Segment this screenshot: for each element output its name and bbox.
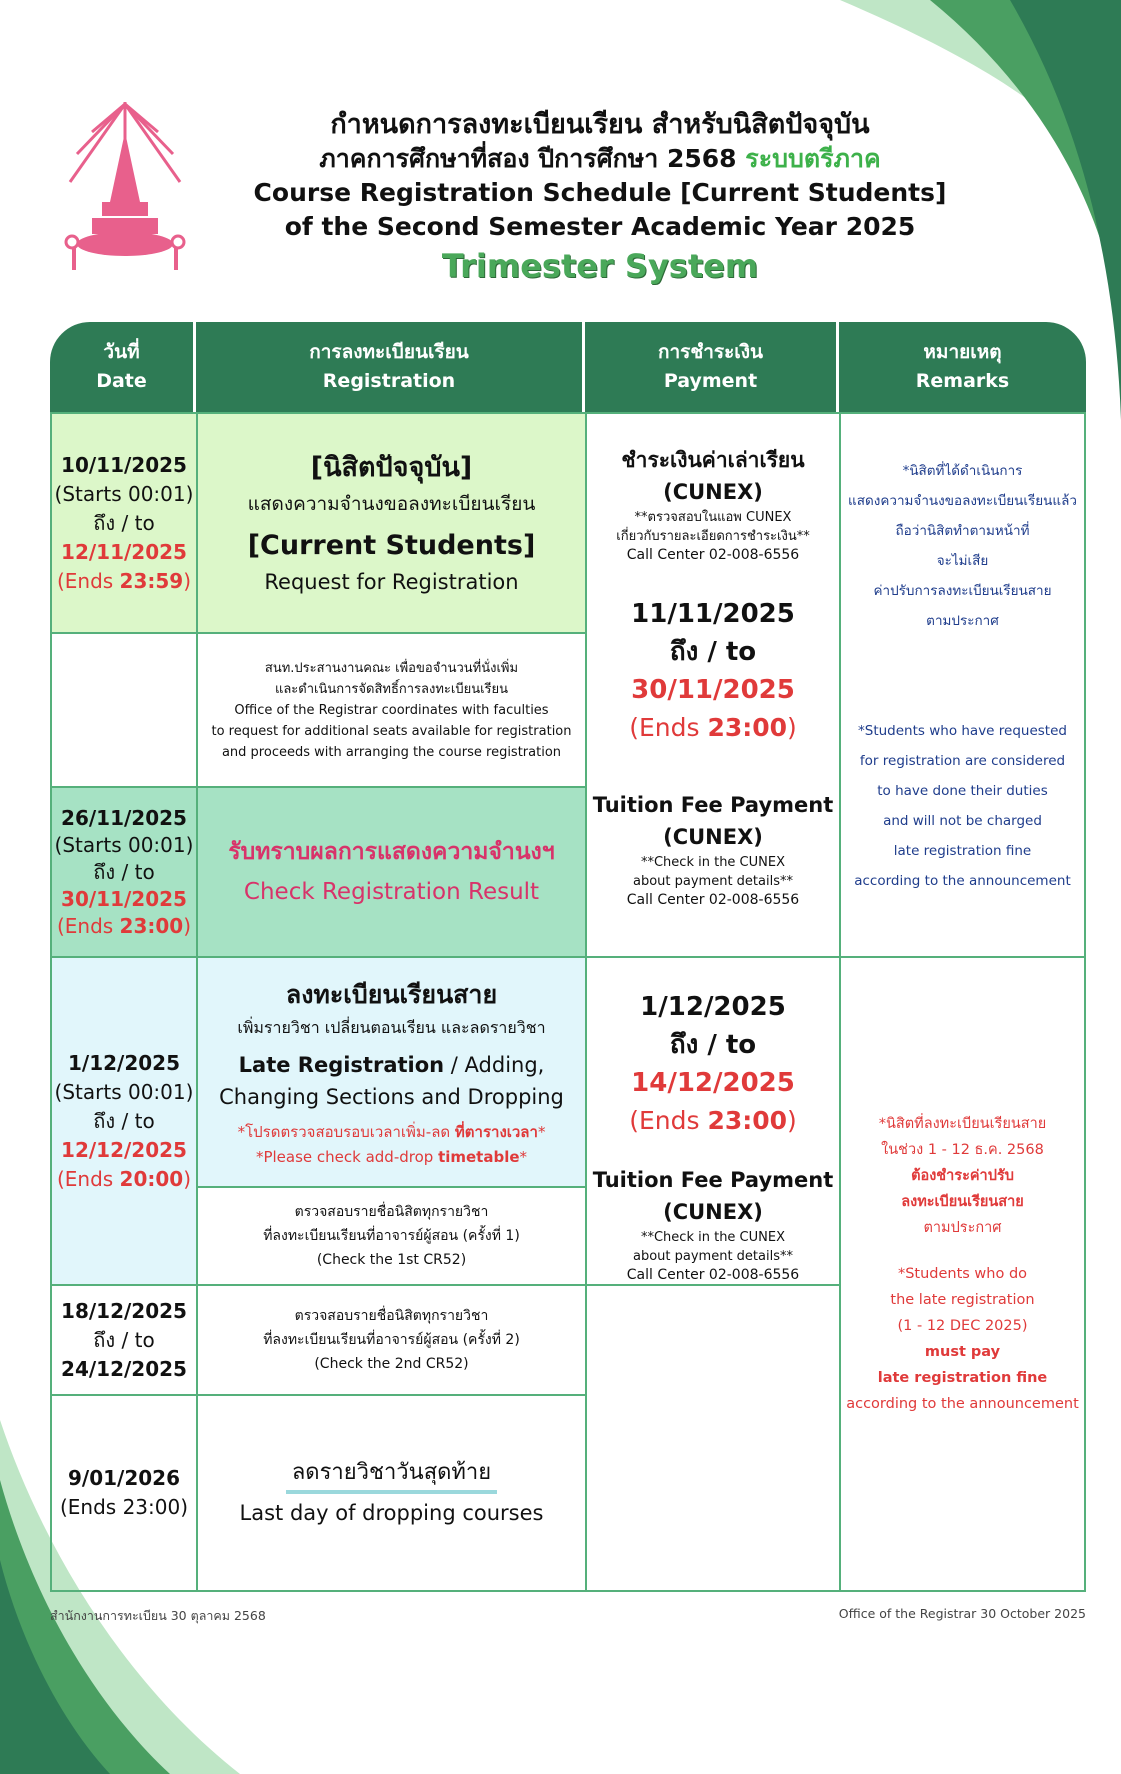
row2-registration-cell: สนท.ประสานงานคณะ เพื่อขอจำนวนที่นั่งเพิ่ม และดำเนินการจัดสิทธิ์การลงทะเบียนเรียน Office of the Registrar coordinates with faculties to request for additional seats available for registration and proceeds with arranging the course registration: [196, 632, 587, 788]
row4-registration-cell: ลงทะเบียนเรียนสาย เพิ่มรายวิชา เปลี่ยนตอนเรียน และลดรายวิชา Late Registration / Adding, Changing Sections and Dropping *โปรดตรวจสอบรอบเวลาเพิ่ม-ลด ที่ตารางเวลา* *Please check add-drop timetable*: [196, 956, 587, 1188]
column-header-remarks: หมายเหตุ Remarks: [839, 322, 1086, 412]
remarks1-cell: *นิสิตที่ได้ดำเนินการ แสดงความจำนงขอลงทะเบียนเรียนแล้ว ถือว่านิสิตทำตามหน้าที่ จะไม่เสีย ค่าปรับการลงทะเบียนเรียนสาย ตามประกาศ *Students who have requested for registration are considered to have done their duties and will not be charged late registration fine according to the announcement: [839, 412, 1086, 958]
row5-registration-cell: ตรวจสอบรายชื่อนิสิตทุกรายวิชา ที่ลงทะเบียนเรียนที่อาจารย์ผู้สอน (ครั้งที่ 1) (Check the 1st CR52): [196, 1186, 587, 1286]
row3-date-cell: 26/11/2025 (Starts 00:01) ถึง / to 30/11/2025 (Ends 23:00): [50, 786, 198, 958]
title-thai-line2: ภาคการศึกษาที่สอง ปีการศึกษา 2568 ระบบตรีภาค: [319, 144, 881, 173]
row3-registration-cell: รับทราบผลการแสดงความจำนงฯ Check Registration Result: [196, 786, 587, 958]
column-header-registration: การลงทะเบียนเรียน Registration: [196, 322, 585, 412]
title-thai-line1: กำหนดการลงทะเบียนเรียน สำหรับนิสิตปัจจุบัน: [330, 109, 870, 140]
footer-right: Office of the Registrar 30 October 2025: [838, 1606, 1086, 1621]
footer-left: สำนักงานการทะเบียน 30 ตุลาคม 2568: [50, 1608, 266, 1623]
title-english-line2: of the Second Semester Academic Year 2025: [284, 212, 916, 241]
payment2-empty-cell: [585, 1284, 841, 1592]
title-trimester-system: Trimester System: [441, 247, 759, 285]
university-logo: [62, 92, 188, 272]
row1-date-cell: 10/11/2025 (Starts 00:01) ถึง / to 12/11/2025 (Ends 23:59): [50, 412, 198, 634]
title-thai-system: ระบบตรีภาค: [745, 144, 881, 173]
title-english-line1: Course Registration Schedule [Current Students]: [253, 178, 947, 207]
payment2-cell: 1/12/2025 ถึง / to 14/12/2025 (Ends 23:00) Tuition Fee Payment (CUNEX) **Check in the CUNEX about payment details** Call Center 02-008-6556: [585, 956, 841, 1286]
column-header-payment: การชำระเงิน Payment: [585, 322, 839, 412]
row7-registration-cell: ลดรายวิชาวันสุดท้าย Last day of dropping courses: [196, 1394, 587, 1592]
schedule-table: [50, 322, 1086, 1592]
row6-date-cell: 18/12/2025 ถึง / to 24/12/2025: [50, 1284, 198, 1396]
remarks2-cell: *นิสิตที่ลงทะเบียนเรียนสาย ในช่วง 1 - 12 ธ.ค. 2568 ต้องชำระค่าปรับ ลงทะเบียนเรียนสาย ตามประกาศ *Students who do the late registration (1 - 12 DEC 2025) must pay late registration fine according to the announcement: [839, 956, 1086, 1592]
row4-date-cell: 1/12/2025 (Starts 00:01) ถึง / to 12/12/2025 (Ends 20:00): [50, 956, 198, 1286]
column-header-date: วันที่ Date: [50, 322, 196, 412]
row2-date-cell: [50, 632, 198, 788]
row1-registration-cell: [นิสิตปัจจุบัน] แสดงความจำนงขอลงทะเบียนเรียน [Current Students] Request for Registration: [196, 412, 587, 634]
document-title-block: [230, 108, 970, 288]
row6-registration-cell: ตรวจสอบรายชื่อนิสิตทุกรายวิชา ที่ลงทะเบียนเรียนที่อาจารย์ผู้สอน (ครั้งที่ 2) (Check the 2nd CR52): [196, 1284, 587, 1396]
payment1-cell: ชำระเงินค่าเล่าเรียน (CUNEX) **ตรวจสอบในแอพ CUNEX เกี่ยวกับรายละเอียดการชำระเงิน** Call Center 02-008-6556 11/11/2025 ถึง / to 30/11/2025 (Ends 23:00) Tuition Fee Payment (CUNEX) **Check in the CUNEX about payment details** Call Center 02-008-6556: [585, 412, 841, 958]
row7-date-cell: 9/01/2026 (Ends 23:00): [50, 1394, 198, 1592]
